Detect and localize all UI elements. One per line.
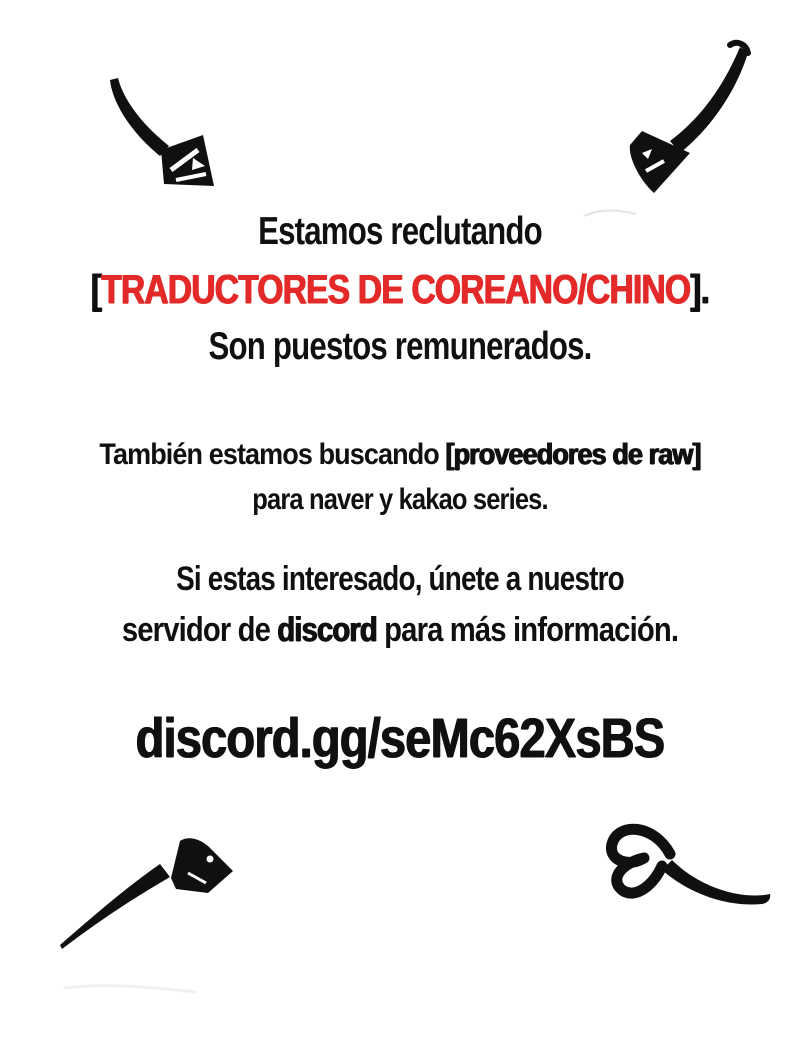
raw-providers-series: para naver y kakao series. [252, 483, 548, 516]
bracket-close: ]. [690, 266, 710, 312]
recruiting-roles: TRADUCTORES DE COREANO/CHINO [101, 266, 691, 312]
paid-positions-note: Son puestos remunerados. [208, 325, 592, 368]
raw-providers-block [0, 432, 800, 522]
recruiting-highlight-line [72, 260, 728, 318]
arrow-up-right-icon [58, 833, 240, 958]
cta-line2 [56, 605, 744, 656]
cta-line2-suffix: para más información. [376, 611, 679, 649]
cta-line2-prefix: servidor de [121, 611, 278, 649]
recruiting-block [0, 204, 800, 376]
raw-providers-prefix: También estamos buscando [99, 438, 446, 471]
raw-providers-bracketed: [proveedores de raw] [445, 438, 701, 471]
arrow-left-icon [592, 812, 784, 916]
raw-providers-line [40, 432, 760, 477]
cta-block [0, 554, 800, 656]
arrow-down-left-icon [612, 33, 752, 203]
discord-invite-link[interactable]: discord.gg/seMc62XsBS [135, 706, 665, 769]
scan-smudge [60, 978, 200, 1002]
arrow-down-right-icon [68, 78, 220, 198]
scan-smudge [580, 202, 640, 222]
bracket-open: [ [90, 266, 102, 312]
recruiting-headline: Estamos reclutando [258, 210, 542, 253]
cta-line1: Si estas interesado, únete a nuestro [176, 560, 624, 598]
cta-discord-word: discord [277, 611, 377, 649]
discord-link-block [0, 702, 800, 774]
